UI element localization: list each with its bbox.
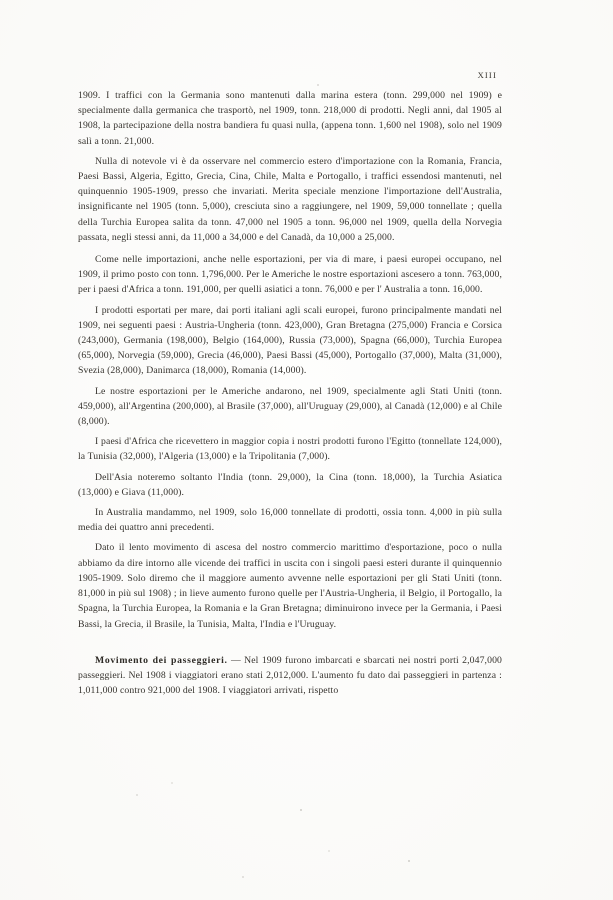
paragraph-exports-european-ports: I prodotti esportati per mare, dai porti italiani agli scali europei, furono principalmente mandati nel 1909, nei seguenti paesi : Austria-Ungheria (tonn. 423,000), Gran Bretagna (275,000) Francia e Corsica (243,000), Germania (198,000), Belgio (164,000), Russia (73,000), Spagna (66,000), Turchia Europea (65,000), Norvegia (59,000), Grecia (46,000), Paesi Bassi (45,000), Portogallo (37,000), Malta (31,000), Svezia (28,000), Danimarca (18,000), Romania (14,000). — [78, 304, 502, 377]
scan-speck — [300, 809, 302, 811]
scan-speck — [242, 876, 244, 878]
paragraph-exports-by-continent: Come nelle importazioni, anche nelle esportazioni, per via di mare, i paesi europei occupano, nel 1909, il primo posto con tonn. 1,796,000. Per le Americhe le nostre esportazioni ascesero a tonn. 763,000, per i paesi d'Africa a tonn. 191,000, per quelli asiatici a tonn. 76,000 e per l' Australia a tonn. 16,000. — [78, 254, 502, 296]
section-heading: Movimento dei passeggieri. — [95, 654, 228, 666]
page-number: XIII — [477, 70, 497, 80]
scan-speck — [328, 850, 330, 852]
section-body-text: — Nel 1909 furono imbarcati e sbarcati nei nostri porti 2,047,000 passeggieri. Nel 1908 i viaggiatori erano stati 2,012,000. L'aumento fu dato dai passeggieri in partenza : 1,011,000 contro 921,000 del 1908. I viaggiatori arrivati, rispetto — [78, 654, 502, 697]
paragraph-export-trends: Dato il lento movimento di ascesa del nostro commercio marittimo d'esportazione, poco o nulla abbiamo da dire intorno alle vicende dei traffici in uscita con i singoli paesi esteri durante il quinquennio 1905-1909. Solo diremo che il maggiore aumento avvenne nelle esportazioni per gli Stati Uniti (tonn. 81,000 in più sul 1908) ; in lieve aumento furono quelle per l'Austria-Ungheria, il Belgio, il Portogallo, la Spagna, la Turchia Europea, la Romania e la Gran Bretagna; diminuirono invece per la Germania, i Paesi Bassi, la Grecia, il Brasile, la Tunisia, Malta, l'India e l'Uruguay. — [78, 542, 502, 630]
paragraph-passenger-movement — [78, 653, 502, 699]
text-column — [78, 88, 502, 703]
scan-speck — [408, 860, 410, 862]
scan-speck — [136, 794, 138, 796]
paragraph-import-countries: Nulla di notevole vi è da osservare nel commercio estero d'importazione con la Romania, Francia, Paesi Bassi, Algeria, Egitto, Grecia, Cina, Chile, Malta e Portogallo, i traffici essendosi mantenuti, nel quinquennio 1905-1909, presso che invariati. Merita speciale menzione l'importazione dell'Australia, insignificante nel 1905 (tonn. 5,000), cresciuta sino a raggiungere, nel 1909, 59,000 tonnellate ; quella della Turchia Europea salita da tonn. 47,000 nel 1905 a tonn. 96,000 nel 1909, quella della Norvegia passata, negli stessi anni, da 11,000 a 34,000 e del Canadà, da 10,000 a 25,000. — [78, 155, 502, 243]
paragraph-exports-asia: Dell'Asia noteremo soltanto l'India (tonn. 29,000), la Cina (tonn. 18,000), la Turchia Asiatica (13,000) e Giava (11,000). — [78, 471, 502, 498]
paragraph-exports-americas: Le nostre esportazioni per le Americhe andarono, nel 1909, specialmente agli Stati Uniti (tonn. 459,000), all'Argentina (200,000), al Brasile (37,000), all'Uruguay (29,000), al Canadà (12,000) e al Chile (8,000). — [78, 385, 502, 428]
paragraph-germany-traffic: 1909. I traffici con la Germania sono mantenuti dalla marina estera (tonn. 299,000 nel 1909) e specialmente dalla germanica che trasportò, nel 1909, tonn. 218,000 di prodotti. Negli anni, dal 1905 al 1908, la partecipazione della nostra bandiera fu quasi nulla, (appena tonn. 1,600 nel 1908), solo nel 1909 salì a tonn. 21,000. — [78, 90, 502, 147]
paragraph-exports-africa: I paesi d'Africa che ricevettero in maggior copia i nostri prodotti furono l'Egitto (tonnellate 124,000), la Tunisia (32,000), l'Algeria (13,000) e la Tripolitania (7,000). — [78, 436, 502, 463]
paragraph-exports-australia: In Australia mandammo, nel 1909, solo 16,000 tonnellate di prodotti, ossia tonn. 4,000 in più sulla media dei quattro anni precedenti. — [78, 507, 502, 534]
scan-speck — [171, 782, 173, 784]
scan-speck — [317, 84, 319, 86]
